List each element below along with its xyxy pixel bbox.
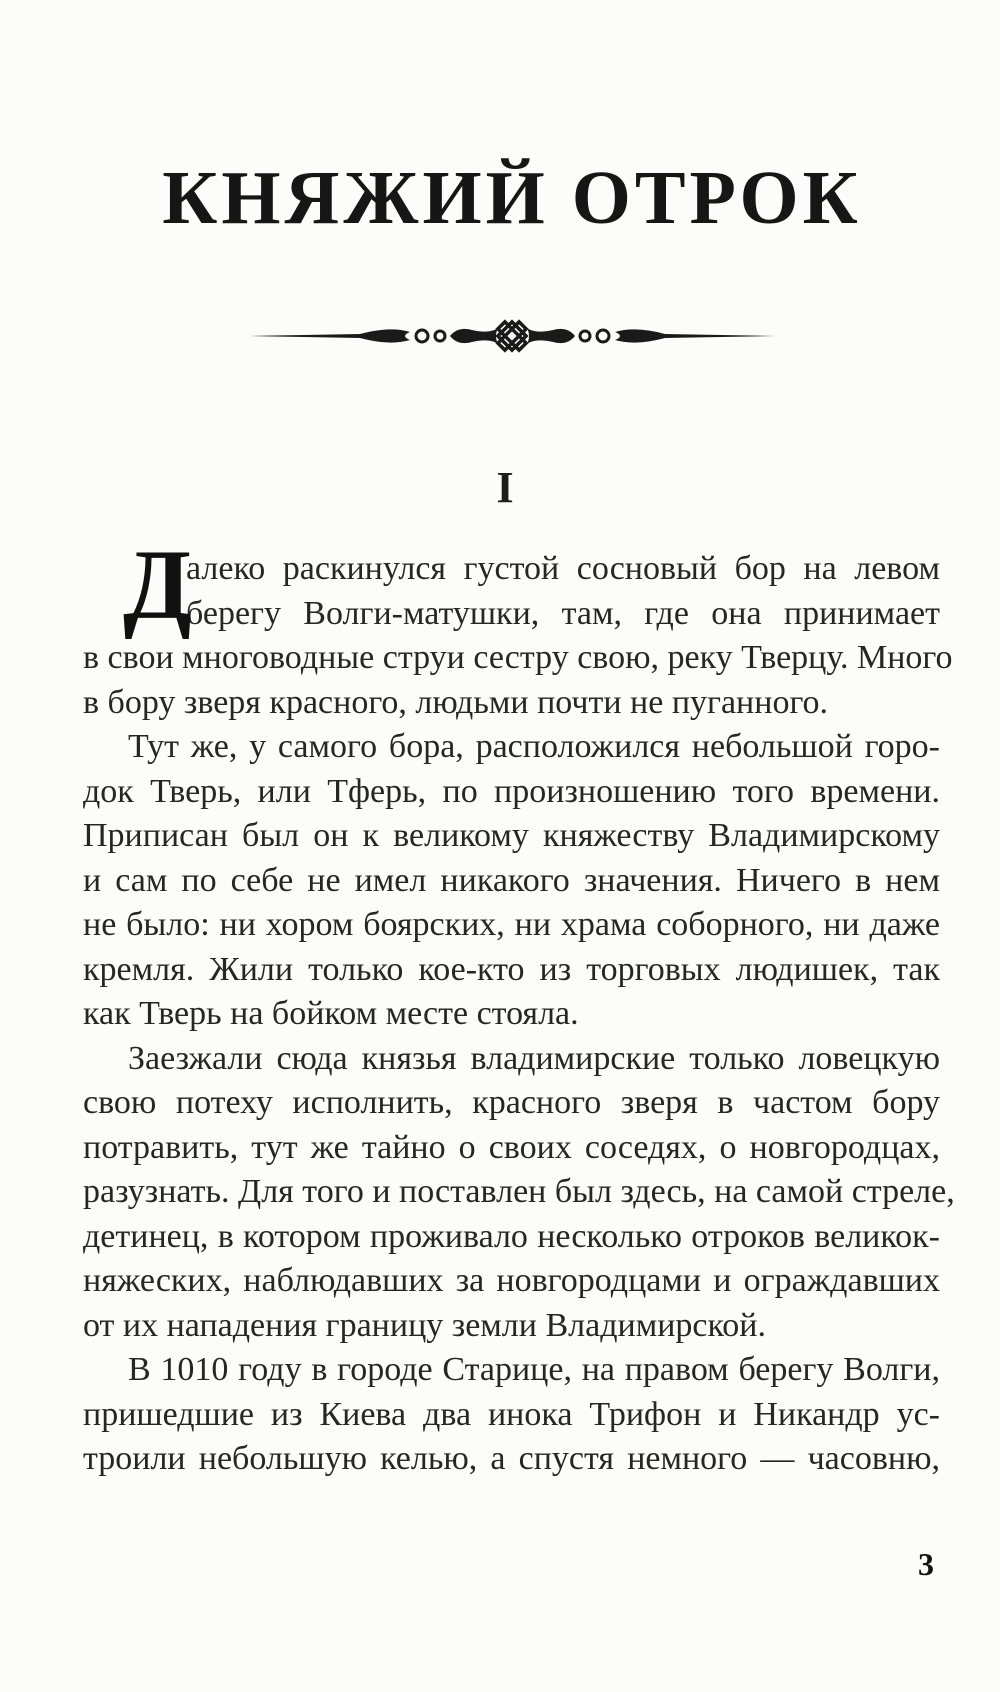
text-line: детинец, в котором проживало несколько отроков великок- — [83, 1217, 940, 1255]
paragraph — [83, 547, 953, 725]
drop-cap: Д — [123, 529, 192, 640]
text-line: не было: ни хором боярских, ни храма соборного, ни даже — [83, 906, 940, 943]
text-line: док Тверь, или Тферь, по произношению того времени. — [83, 772, 940, 810]
text-line: от их нападения границу земли Владимирской. — [83, 1306, 766, 1344]
text-line: кремля. Жили только кое-кто из торговых людишек, так — [83, 950, 940, 988]
text-line: Приписан был он к великому княжеству Владимирскому — [83, 817, 940, 854]
text-line: троили небольшую келью, а спустя немного — часовню, — [83, 1440, 940, 1477]
paragraph — [83, 1348, 940, 1482]
chapter-number: I — [496, 463, 514, 512]
paragraph — [83, 725, 940, 1037]
text-line: В 1010 году в городе Старице, на правом берегу Волги, — [128, 1351, 940, 1388]
chapter-title: КНЯЖИЙ ОТРОК — [162, 156, 862, 240]
text-line: в свои многоводные струи сестру свою, реку Тверцу. Много — [83, 639, 953, 676]
ornament-divider-icon — [250, 312, 775, 360]
text-line: берегу Волги-матушки, там, где она принимает — [186, 594, 940, 632]
text-line: разузнать. Для того и поставлен был здесь, на самой стреле, — [83, 1173, 955, 1210]
text-line: как Тверь на бойком месте стояла. — [83, 995, 579, 1032]
text-line: алеко раскинулся густой сосновый бор на левом — [186, 550, 940, 587]
text-line: и сам по себе не имел никакого значения. Ничего в нем — [83, 861, 940, 899]
text-line: Заезжали сюда князья владимирские только ловецкую — [128, 1039, 940, 1077]
text-line: в бору зверя красного, людьми почти не пуганного. — [83, 683, 829, 721]
text-line: потравить, тут же тайно о своих соседях, о новгородцах, — [83, 1128, 940, 1166]
page-number: 3 — [918, 1546, 934, 1582]
text-line: няжеских, наблюдавших за новгородцами и ограждавших — [83, 1262, 940, 1299]
paragraph — [83, 1037, 955, 1349]
body-text — [83, 529, 955, 1482]
text-line: пришедшие из Киева два инока Трифон и Никандр ус- — [83, 1395, 940, 1433]
text-line: свою потеху исполнить, красного зверя в частом бору — [83, 1084, 940, 1121]
text-line: Тут же, у самого бора, расположился небольшой горо- — [128, 728, 940, 765]
